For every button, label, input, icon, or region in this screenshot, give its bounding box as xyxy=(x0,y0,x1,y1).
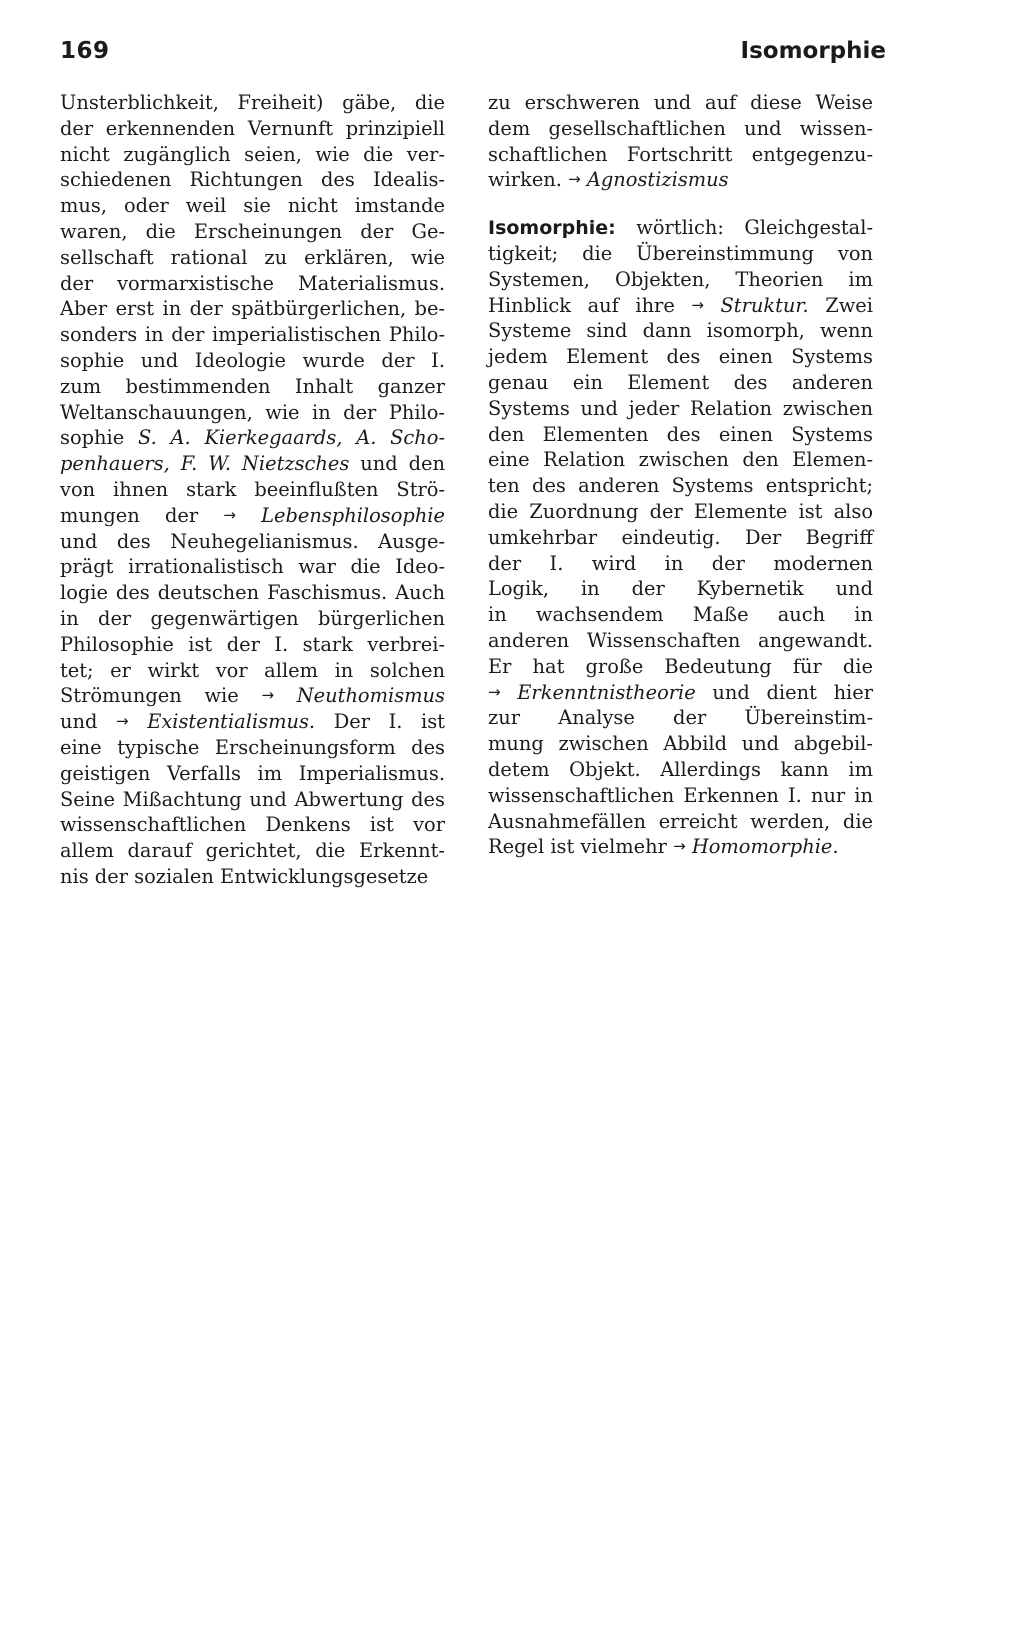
text-run: mungen der xyxy=(60,503,224,527)
cross-reference: penhauers, F. W. Nietzsches xyxy=(60,452,350,476)
arrow-icon: → xyxy=(488,682,501,701)
text-line xyxy=(60,503,445,529)
running-head: Isomorphie xyxy=(740,38,886,64)
text-line: Er hat große Bedeutung für die xyxy=(488,654,873,678)
text-line xyxy=(488,680,873,706)
text-line: Systeme sind dann isomorph, wenn xyxy=(488,319,873,343)
cross-reference: Neuthomismus xyxy=(296,684,445,708)
text-line xyxy=(488,215,873,241)
text-line: von ihnen stark beeinflußten Strö- xyxy=(60,477,445,501)
text-line: prägt irrationalistisch war die Ideo- xyxy=(60,555,445,579)
cross-reference: Struktur. xyxy=(720,293,809,317)
right-column xyxy=(488,90,873,860)
text-line: nicht zugänglich seien, wie die ver- xyxy=(60,142,445,166)
text-line xyxy=(60,683,445,709)
text-run xyxy=(704,294,721,317)
text-line: detem Objekt. Allerdings kann im xyxy=(488,757,873,781)
text-line: sellschaft rational zu erklären, wie xyxy=(60,245,445,269)
arrow-icon: → xyxy=(673,837,686,856)
cross-reference: Homomorphie. xyxy=(691,835,839,859)
text-line: eine typische Erscheinungsform des xyxy=(60,735,445,759)
text-run xyxy=(274,684,297,707)
text-line: waren, die Erscheinungen der Ge- xyxy=(60,219,445,243)
text-line: sophie und Ideologie wurde der I. xyxy=(60,348,445,372)
arrow-icon: → xyxy=(223,505,236,524)
text-line xyxy=(60,709,445,735)
text-run: und xyxy=(60,710,116,734)
text-line: dem gesellschaftlichen und wissen- xyxy=(488,116,873,140)
text-run: Der I. ist xyxy=(315,710,445,734)
text-line: genau ein Element des anderen xyxy=(488,370,873,394)
text-line: anderen Wissenschaften angewandt. xyxy=(488,628,873,652)
arrow-icon: → xyxy=(691,295,704,314)
text-line: allem darauf gerichtet, die Erkennt- xyxy=(60,839,445,863)
text-line: Philosophie ist der I. stark verbrei- xyxy=(60,632,445,656)
text-line: Ausnahmefällen erreicht werden, die xyxy=(488,809,873,833)
text-line: ten des anderen Systems entspricht; xyxy=(488,474,873,498)
text-line: logie des deutschen Faschismus. Auch xyxy=(60,581,445,605)
text-line: den Elementen des einen Systems xyxy=(488,422,873,446)
text-line: in der gegenwärtigen bürgerlichen xyxy=(60,606,445,630)
text-run: Regel ist vielmehr xyxy=(488,835,674,859)
text-line xyxy=(60,425,445,451)
text-line: Seine Mißachtung und Abwertung des xyxy=(60,787,445,811)
cross-reference: Lebensphilosophie xyxy=(261,503,445,527)
text-line: in wachsendem Maße auch in xyxy=(488,603,873,627)
text-run xyxy=(129,710,148,733)
text-run: Hinblick auf ihre xyxy=(488,293,692,317)
text-line: eine Relation zwischen den Elemen- xyxy=(488,448,873,472)
entry-gap xyxy=(488,193,873,215)
text-line: Systemen, Objekten, Theorien im xyxy=(488,267,873,291)
text-run: und den xyxy=(349,452,445,476)
left-column xyxy=(60,90,445,890)
text-line: der I. wird in der modernen xyxy=(488,551,873,575)
entry-lemma: Isomorphie: xyxy=(488,217,616,240)
text-line: zum bestimmenden Inhalt ganzer xyxy=(60,374,445,398)
text-line: wissenschaftlichen Erkennen I. nur in xyxy=(488,783,873,807)
text-run: wörtlich: Gleichgestal- xyxy=(615,216,873,240)
text-line: mung zwischen Abbild und abgebil- xyxy=(488,732,873,756)
text-line: schiedenen Richtungen des Idealis- xyxy=(60,168,445,192)
text-line: Aber erst in der spätbürgerlichen, be- xyxy=(60,297,445,321)
text-line: mus, oder weil sie nicht imstande xyxy=(60,194,445,218)
text-run: Zwei xyxy=(808,293,873,317)
text-line xyxy=(60,451,445,477)
text-line: Systems und jeder Relation zwischen xyxy=(488,396,873,420)
text-line: zur Analyse der Übereinstim- xyxy=(488,706,873,730)
text-line: die Zuordnung der Elemente ist also xyxy=(488,499,873,523)
text-line: Unsterblichkeit, Freiheit) gäbe, die xyxy=(60,91,445,114)
text-line: Weltanschauungen, wie in der Philo- xyxy=(60,400,445,424)
continued-text xyxy=(488,90,873,193)
cross-reference: Agnostizismus xyxy=(586,168,729,192)
text-line xyxy=(488,167,873,193)
text-run: und dient hier xyxy=(695,680,873,704)
text-line: tigkeit; die Übereinstimmung von xyxy=(488,241,873,265)
text-line: Logik, in der Kybernetik und xyxy=(488,577,873,601)
text-line xyxy=(488,293,873,319)
text-line: sonders in der imperialistischen Philo- xyxy=(60,323,445,347)
text-line: tet; er wirkt vor allem in solchen xyxy=(60,658,445,682)
cross-reference: Existentialismus. xyxy=(147,710,316,734)
text-run xyxy=(236,504,261,527)
text-line: geistigen Verfalls im Imperialismus. xyxy=(60,761,445,785)
cross-reference: S. A. Kierkegaards, A. Scho- xyxy=(137,426,446,450)
text-line: der erkennenden Vernunft prinzipiell xyxy=(60,116,445,140)
text-run xyxy=(501,681,518,704)
arrow-icon: → xyxy=(568,170,581,189)
entry-isomorphie xyxy=(488,215,873,860)
text-line: der vormarxistische Materialismus. xyxy=(60,271,445,295)
text-line: und des Neuhegelianismus. Ausge- xyxy=(60,529,445,553)
text-line: zu erschweren und auf diese Weise xyxy=(488,91,873,114)
text-line: jedem Element des einen Systems xyxy=(488,345,873,369)
text-run: wirken. xyxy=(488,168,569,192)
arrow-icon: → xyxy=(116,712,129,731)
text-line: wissenschaftlichen Denkens ist vor xyxy=(60,813,445,837)
text-line: umkehrbar eindeutig. Der Begriff xyxy=(488,525,873,549)
text-line: schaftlichen Fortschritt entgegenzu- xyxy=(488,142,873,166)
text-run: sophie xyxy=(60,426,138,450)
arrow-icon: → xyxy=(261,686,275,705)
text-line: nis der sozialen Entwicklungsgesetze xyxy=(60,864,429,888)
text-run: Strömungen wie xyxy=(60,684,262,708)
page-number: 169 xyxy=(60,38,110,64)
text-line xyxy=(488,834,873,860)
cross-reference: Erkenntnistheorie xyxy=(517,680,696,704)
